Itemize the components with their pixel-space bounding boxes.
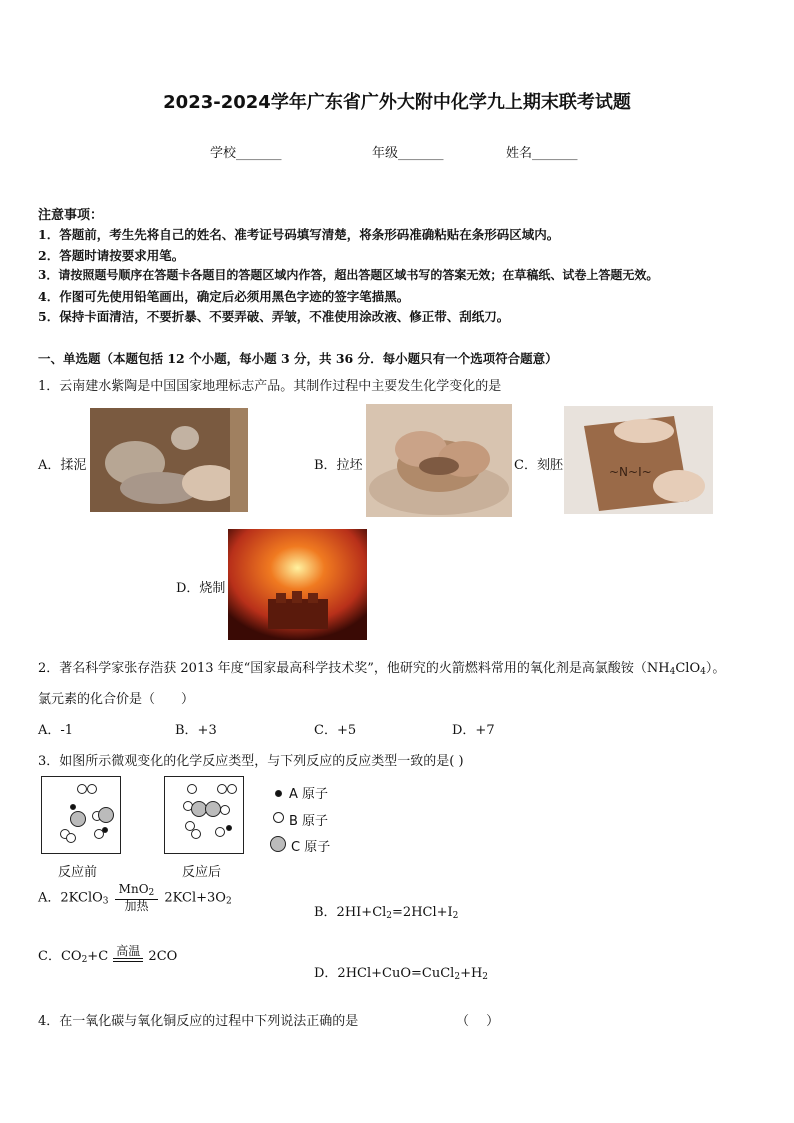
q3-option-d: D．$2HCl+CuO=CuCl_2+H_2$ — [314, 966, 489, 982]
kneading-clay-photo — [90, 408, 248, 512]
a-atom — [70, 804, 76, 810]
legend-b-label: B 原子 — [289, 814, 329, 829]
carving-pot-photo — [564, 406, 713, 514]
b-atom — [215, 827, 225, 837]
question-2-stem: 2．著名科学家张存浩获 2013 年度“国家最高科学技术奖”，他研究的火箭燃料常用的氧化剂是高氯酸铵$(NH_4ClO_4)$。 — [38, 661, 726, 677]
svg-text:~N~I~: ~N~I~ — [609, 465, 652, 479]
name-field: 姓名_______ — [506, 146, 578, 161]
page-title: 2023-2024学年广东省广外大附中化学九上期末联考试题 — [163, 92, 631, 113]
q3-option-c: C．$CO_2+C$ 高温 2CO — [38, 944, 178, 966]
question-3-stem: 3．如图所示微观变化的化学反应类型，与下列反应的反应类型一致的是( ) — [38, 754, 464, 769]
a-atom — [102, 827, 108, 833]
before-reaction-box — [41, 776, 121, 854]
q3-option-b: B．$2HI+Cl_2=2HCl+I_2$ — [314, 905, 459, 921]
note-item: 1．答题前，考生先将自己的姓名、准考证号码填写清楚，将条形码准确粘贴在条形码区域内。 — [38, 227, 560, 242]
grade-field: 年级_______ — [372, 146, 444, 161]
b-atom — [187, 784, 197, 794]
b-atom — [227, 784, 237, 794]
school-field: 学校_______ — [210, 146, 282, 161]
before-label: 反应前 — [58, 865, 98, 880]
legend-a-dot — [275, 790, 282, 797]
question-1-stem: 1．云南建水紫陶是中国国家地理标志产品。其制作过程中主要发生化学变化的是 — [38, 379, 502, 394]
section-heading: 一、单选题（本题包括 12 个小题，每小题 3 分，共 36 分．每小题只有一个选项符合题意） — [38, 351, 558, 366]
c-atom — [70, 811, 86, 827]
kiln-firing-photo — [228, 529, 367, 640]
b-atom — [191, 829, 201, 839]
c-atom — [205, 801, 221, 817]
b-atom — [217, 784, 227, 794]
note-item: 4．作图可先使用铅笔画出，确定后必须用黑色字迹的签字笔描黑。 — [38, 289, 410, 304]
b-atom — [220, 805, 230, 815]
q1-option-d: D．烧制 — [176, 581, 226, 596]
note-item: 2．答题时请按要求用笔。 — [38, 248, 185, 263]
q1-option-b: B．拉坯 — [314, 458, 363, 473]
c-atom — [98, 807, 114, 823]
a-atom — [226, 825, 232, 831]
b-atom — [87, 784, 97, 794]
q2-option-b: B．+3 — [175, 723, 217, 738]
q2-option-d: D．+7 — [452, 723, 495, 738]
legend-a-label: A 原子 — [289, 787, 329, 802]
legend-c-dot — [270, 836, 286, 852]
question-4-stem: 4．在一氧化碳与氧化铜反应的过程中下列说法正确的是 — [38, 1014, 359, 1029]
after-reaction-box — [164, 776, 244, 854]
q1-option-a: A．揉泥 — [38, 458, 87, 473]
question-2-stem-2: 氯元素的化合价是（ ） — [38, 692, 195, 707]
notes-heading: 注意事项： — [38, 208, 104, 223]
note-item: 3．请按照题号顺序在答题卡各题目的答题区域内作答，超出答题区域书写的答案无效；在草稿纸、试卷上答题无效。 — [38, 268, 659, 282]
throwing-pot-photo — [366, 404, 512, 517]
q2-option-c: C．+5 — [314, 723, 357, 738]
b-atom — [77, 784, 87, 794]
legend-b-dot — [273, 812, 284, 823]
note-item: 5．保持卡面清洁，不要折暴、不要弄破、弄皱，不准使用涂改液、修正带、刮纸刀。 — [38, 309, 510, 324]
q3-option-a: A．2KClO$_3$ $\frac{MnO_2}{\text{加热}}$ $2KCl+3O_2$ — [38, 882, 232, 913]
after-label: 反应后 — [182, 865, 222, 880]
q1-option-c: C．刻胚 — [514, 458, 563, 473]
question-4-blank: （ ） — [456, 1014, 500, 1029]
legend-c-label: C 原子 — [291, 840, 331, 855]
q2-option-a: A．-1 — [38, 723, 74, 738]
b-atom — [66, 833, 76, 843]
